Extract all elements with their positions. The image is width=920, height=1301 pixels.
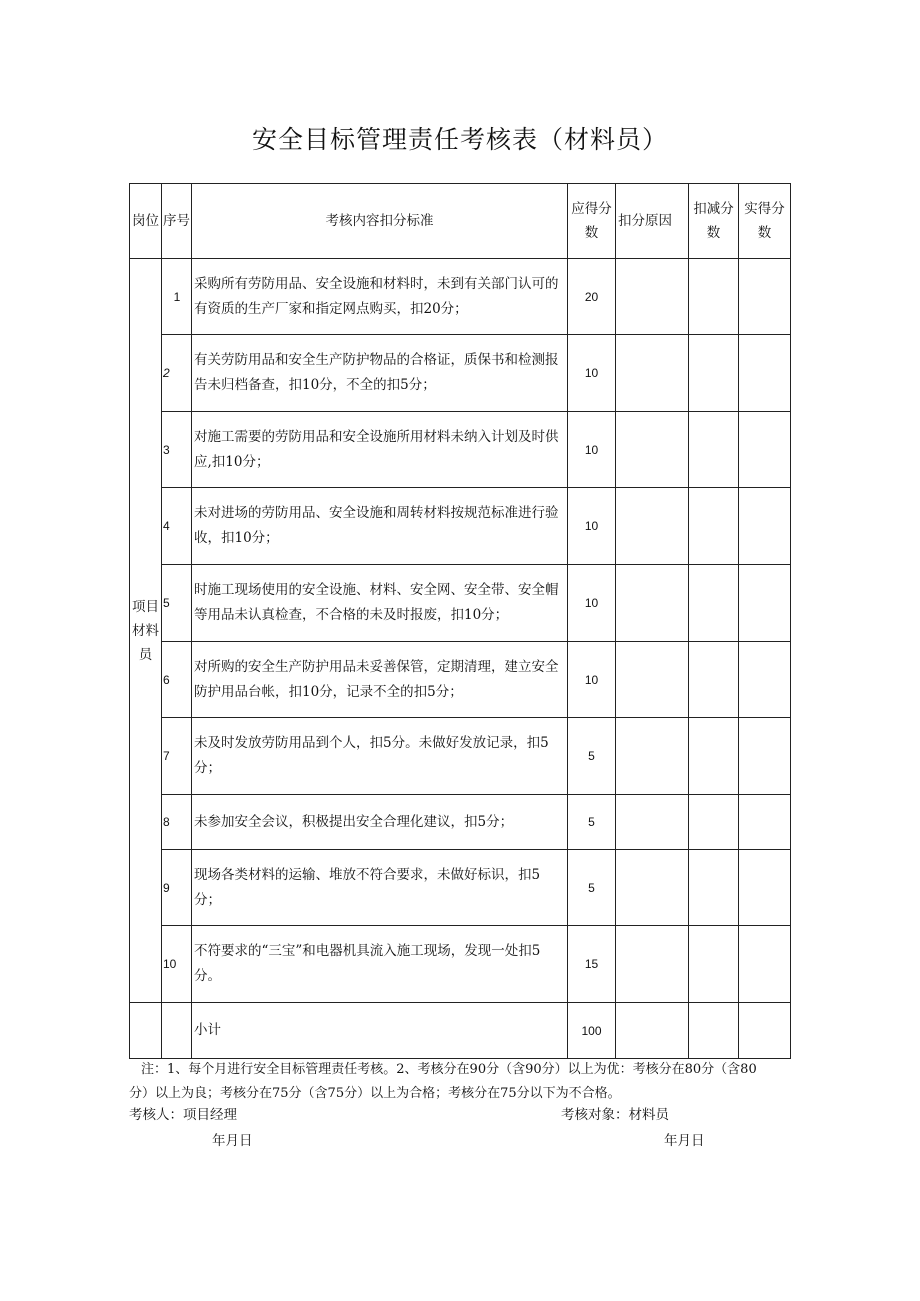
- header-seq: 序号: [162, 184, 192, 259]
- row-deduct[interactable]: [689, 718, 739, 795]
- table-row: [130, 850, 791, 926]
- header-row: [130, 184, 791, 259]
- row-actual[interactable]: [739, 642, 791, 718]
- assessee-label: 考核对象：材料员: [561, 1107, 669, 1123]
- row-score: 20: [568, 259, 616, 335]
- row-reason[interactable]: [616, 795, 689, 850]
- header-reason: 扣分原因: [616, 184, 689, 259]
- row-seq: 9: [162, 850, 192, 926]
- row-actual[interactable]: [739, 335, 791, 412]
- table-row: [130, 795, 791, 850]
- row-seq: 7: [162, 718, 192, 795]
- subtotal-deduct[interactable]: [689, 1003, 739, 1059]
- row-deduct[interactable]: [689, 412, 739, 488]
- row-actual[interactable]: [739, 850, 791, 926]
- row-content: 对施工需要的劳防用品和安全设施所用材料未纳入计划及时供应,扣10分；: [192, 412, 568, 488]
- row-reason[interactable]: [616, 412, 689, 488]
- subtotal-seq-empty: [162, 1003, 192, 1059]
- row-reason[interactable]: [616, 926, 689, 1003]
- row-reason[interactable]: [616, 488, 689, 565]
- row-reason[interactable]: [616, 565, 689, 642]
- row-reason[interactable]: [616, 259, 689, 335]
- row-seq: 10: [162, 926, 192, 1003]
- row-seq: 3: [162, 412, 192, 488]
- row-reason[interactable]: [616, 335, 689, 412]
- subtotal-actual[interactable]: [739, 1003, 791, 1059]
- row-seq: 1: [162, 259, 192, 335]
- row-actual[interactable]: [739, 488, 791, 565]
- row-deduct[interactable]: [689, 565, 739, 642]
- header-deduct: 扣减分 数: [689, 184, 739, 259]
- assessor-date: 年月日: [212, 1133, 253, 1149]
- assessor-label: 考核人：项目经理: [129, 1107, 237, 1123]
- header-score: 应得分 数: [568, 184, 616, 259]
- row-seq: 8: [162, 795, 192, 850]
- row-content: 未及时发放劳防用品到个人，扣5分。未做好发放记录，扣5分；: [192, 718, 568, 795]
- subtotal-label: 小计: [192, 1003, 568, 1059]
- row-deduct[interactable]: [689, 259, 739, 335]
- table-row: [130, 488, 791, 565]
- row-actual[interactable]: [739, 795, 791, 850]
- row-deduct[interactable]: [689, 850, 739, 926]
- post-cell: 项目 材料 员: [130, 259, 162, 1003]
- row-deduct[interactable]: [689, 335, 739, 412]
- row-content: 有关劳防用品和安全生产防护物品的合格证，质保书和检测报告未归档备查，扣10分，不全的扣5分；: [192, 335, 568, 412]
- row-score: 5: [568, 850, 616, 926]
- subtotal-reason[interactable]: [616, 1003, 689, 1059]
- row-actual[interactable]: [739, 565, 791, 642]
- row-reason[interactable]: [616, 718, 689, 795]
- row-seq: 5: [162, 565, 192, 642]
- row-content: 未参加安全会议，积极提出安全合理化建议，扣5分；: [192, 795, 568, 850]
- row-content: 对所购的安全生产防护用品未妥善保管，定期清理，建立安全防护用品台帐，扣10分，记录不全的扣5分；: [192, 642, 568, 718]
- row-score: 10: [568, 565, 616, 642]
- row-seq: 4: [162, 488, 192, 565]
- row-actual[interactable]: [739, 718, 791, 795]
- row-deduct[interactable]: [689, 642, 739, 718]
- table-body: [130, 259, 791, 1003]
- row-deduct[interactable]: [689, 926, 739, 1003]
- row-content: 不符要求的“三宝”和电器机具流入施工现场，发现一处扣5分。: [192, 926, 568, 1003]
- row-score: 5: [568, 795, 616, 850]
- footnote: 注：1、每个月进行安全目标管理责任考核。2、考核分在90分（含90分）以上为优：考核分在80分（含80分）以上为良；考核分在75分（含75分）以上为合格；考核分在75分以下为不合格。: [129, 1062, 757, 1101]
- row-reason[interactable]: [616, 850, 689, 926]
- row-score: 5: [568, 718, 616, 795]
- header-post: 岗位: [130, 184, 162, 259]
- subtotal-score: 100: [568, 1003, 616, 1059]
- table-row: [130, 718, 791, 795]
- table-row: [130, 412, 791, 488]
- row-score: 15: [568, 926, 616, 1003]
- assessment-table: [129, 183, 791, 1059]
- row-seq: 2: [162, 335, 192, 412]
- row-actual[interactable]: [739, 259, 791, 335]
- row-score: 10: [568, 642, 616, 718]
- row-score: 10: [568, 412, 616, 488]
- row-deduct[interactable]: [689, 488, 739, 565]
- row-actual[interactable]: [739, 412, 791, 488]
- row-reason[interactable]: [616, 642, 689, 718]
- assessee-date: 年月日: [664, 1133, 705, 1149]
- row-actual[interactable]: [739, 926, 791, 1003]
- table-row: [130, 926, 791, 1003]
- row-seq: 6: [162, 642, 192, 718]
- subtotal-row: [130, 1003, 791, 1059]
- row-content: 未对进场的劳防用品、安全设施和周转材料按规范标准进行验收，扣10分；: [192, 488, 568, 565]
- row-score: 10: [568, 335, 616, 412]
- header-actual: 实得分 数: [739, 184, 791, 259]
- table-row: [130, 565, 791, 642]
- table-row: [130, 642, 791, 718]
- table-row: [130, 335, 791, 412]
- row-content: 采购所有劳防用品、安全设施和材料时，未到有关部门认可的有资质的生产厂家和指定网点购买，扣20分；: [192, 259, 568, 335]
- row-content: 现场各类材料的运输、堆放不符合要求，未做好标识，扣5分；: [192, 850, 568, 926]
- row-score: 10: [568, 488, 616, 565]
- table-row: [130, 259, 791, 335]
- row-deduct[interactable]: [689, 795, 739, 850]
- row-content: 时施工现场使用的安全设施、材料、安全网、安全带、安全帽等用品未认真检查，不合格的未及时报废，扣10分；: [192, 565, 568, 642]
- post-cell-empty: [130, 1003, 162, 1059]
- header-content: 考核内容扣分标准: [192, 184, 568, 259]
- page-title: 安全目标管理责任考核表（材料员）: [251, 125, 668, 154]
